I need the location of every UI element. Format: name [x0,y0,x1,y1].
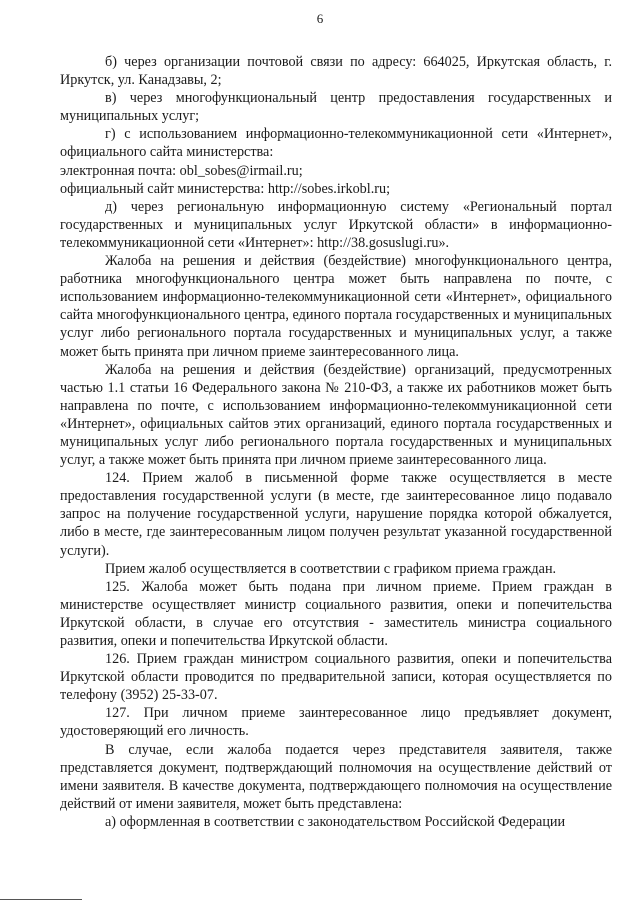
paragraph-126: 126. Прием граждан министром социального развития, опеки и попечительства Иркутской области проводится по предварительной записи, которая осуществляется по телефону (3952) 25-33-07. [60,651,612,704]
paragraph-representative: В случае, если жалоба подается через представителя заявителя, также представляется документ, подтверждающий полномочия на осуществление действий от имени заявителя. В качестве документа, подтверждающего полномочия на осуществление действий от имени заявителя, может быть представлена: [60,741,612,812]
paragraph-125: 125. Жалоба может быть подана при личном приеме. Прием граждан в министерстве осуществляет министр социального развития, опеки и попечительства Иркутской области, в случае его отсутствия - заместитель министра социального развития, опеки и попечительства Иркутской области. [60,578,612,649]
page-number: 6 [316,11,324,26]
paragraph-website: официальный сайт министерства: http://sobes.irkobl.ru; [60,180,391,197]
paragraph-mail: б) через организации почтовой связи по адресу: 664025, Иркутская область, г. Иркутск, ул. Канадзавы, 2; [60,54,612,89]
paragraph-schedule: Прием жалоб осуществляется в соответствии с графиком приема граждан. [105,560,557,577]
paragraph-mfc-complaint: Жалоба на решения и действия (бездействие) многофункционального центра, работника многофункционального центра может быть направлена по почте, с использованием информационно-телекоммуникационной сети «Интернет», официального сайта многофункционального центра, единого портала государственных и муниципальных услуг либо регионального портала государственных и муниципальных услуг, а также может быть принята при личном приеме заинтересованного лица. [60,253,612,360]
paragraph-item-a: а) оформленная в соответствии с законодательством Российской Федерации [105,813,566,830]
paragraph-124: 124. Прием жалоб в письменной форме также осуществляется в месте предоставления государственной услуги (в месте, где заинтересованное лицо подавало запрос на получение государственной услуги, нарушение порядка которой обжалуется, либо в месте, где заинтересованным лицом получен результат указанной государственной услуги). [60,470,612,559]
document-body [60,53,612,831]
paragraph-organizations-complaint: Жалоба на решения и действия (бездействие) организаций, предусмотренных частью 1.1 статьи 16 Федерального закона № 210-ФЗ, а также их работников может быть направлена по почте, с использованием информационно-телекоммуникационной сети «Интернет», официальных сайтов этих организаций, единого портала государственных и муниципальных услуг либо регионального портала государственных и муниципальных услуг, а также может быть принята при личном приеме заинтересованного лица. [60,361,612,469]
paragraph-127: 127. При личном приеме заинтересованное лицо предъявляет документ, удостоверяющий его личность. [60,705,612,740]
paragraph-mfc: в) через многофункциональный центр предоставления государственных и муниципальных услуг; [60,90,612,125]
paragraph-regional-portal: д) через региональную информационную систему «Региональный портал государственных и муниципальных услуг Иркутской области» в информационно-телекоммуникационной сети «Интернет»: http://38.gosuslugi.ru». [60,198,612,251]
paragraph-email: электронная почта: obl_sobes@irmail.ru; [60,162,303,179]
paragraph-internet: г) с использованием информационно-телекоммуникационной сети «Интернет», официального сайта министерства: [60,126,612,161]
footnote-divider [0,899,82,900]
